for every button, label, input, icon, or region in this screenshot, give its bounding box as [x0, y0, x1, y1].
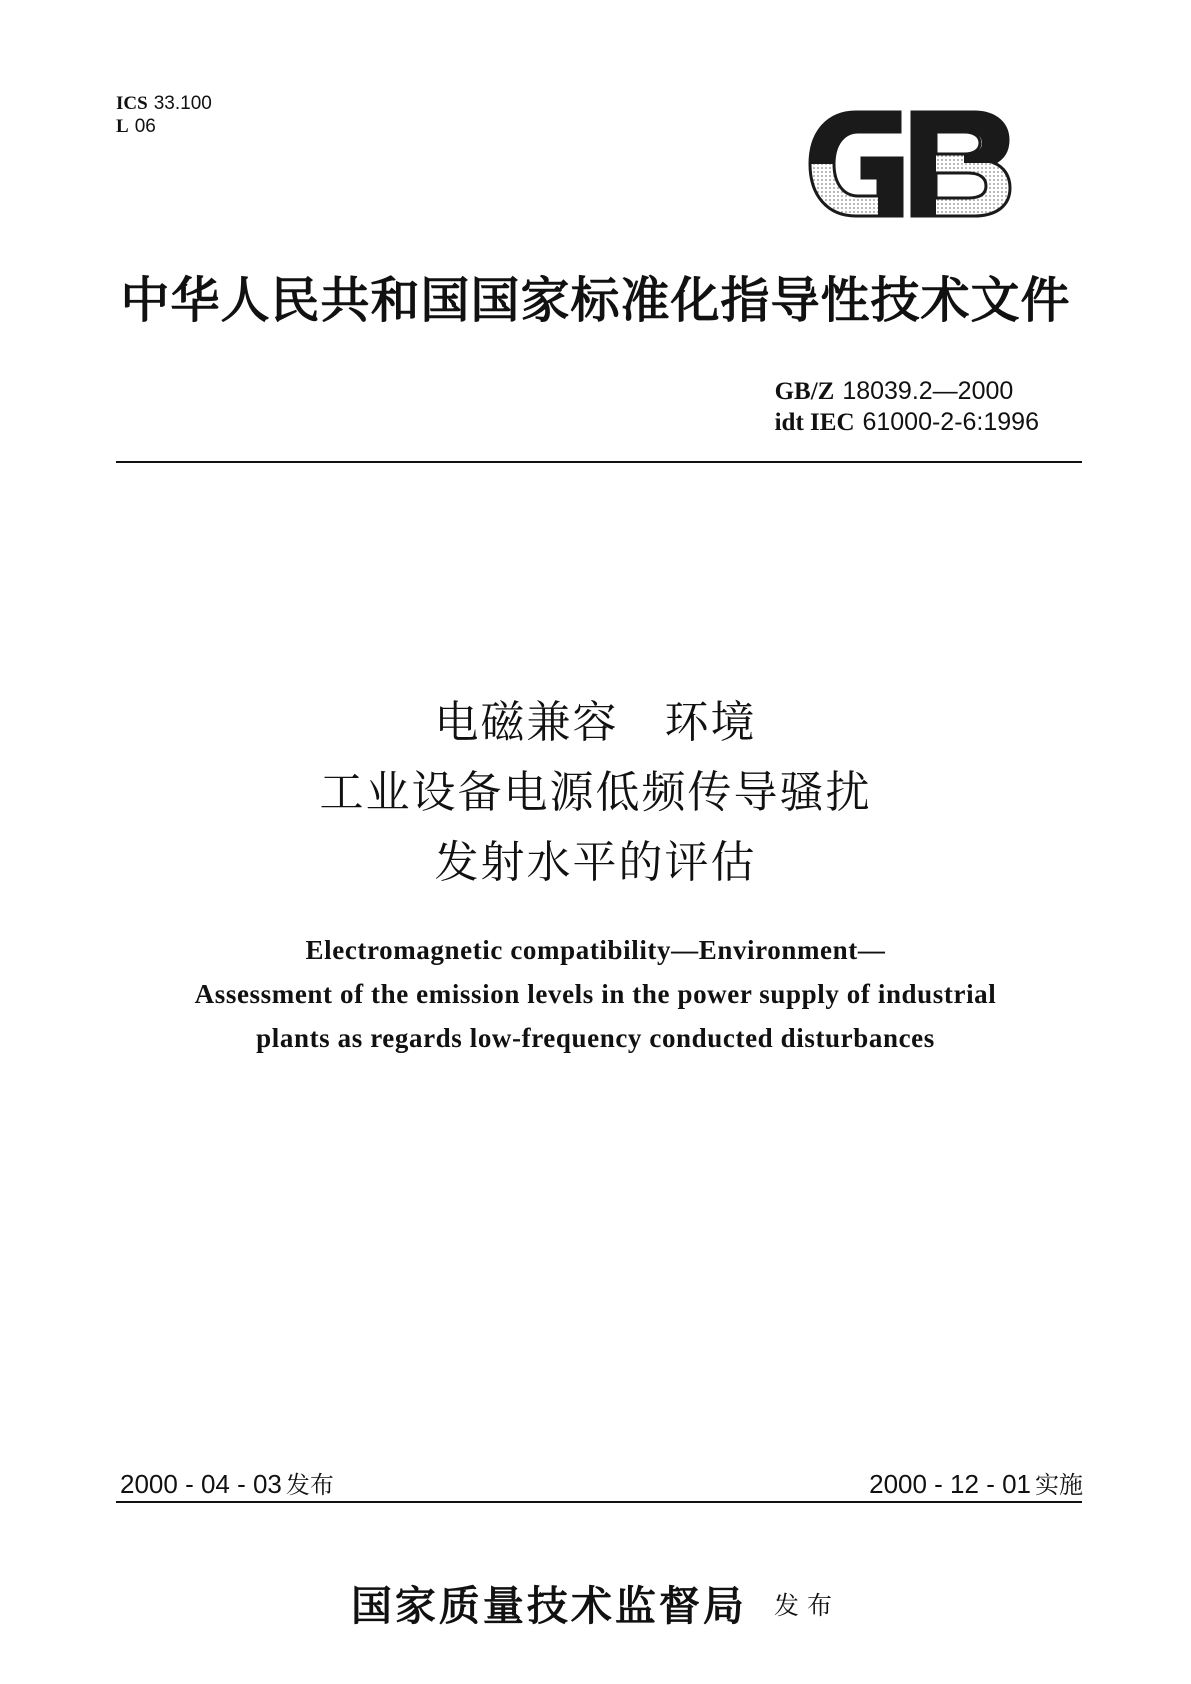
idt-label: idt IEC	[774, 409, 855, 436]
idt-number-line	[775, 407, 1039, 438]
top-divider	[116, 461, 1082, 463]
implementation-date-value: 2000 - 12 - 01	[869, 1469, 1031, 1499]
chinese-title	[0, 688, 1191, 898]
ics-label: ICS	[116, 93, 148, 114]
issue-date-label: 发布	[285, 1471, 334, 1499]
ccs-line	[116, 115, 212, 138]
ccs-label: L	[116, 116, 129, 137]
gb-label: GB/Z	[774, 378, 835, 405]
chinese-title-line-3: 发射水平的评估	[434, 837, 757, 888]
publisher-name: 国家质量技术监督局	[350, 1582, 747, 1630]
english-title	[0, 928, 1191, 1060]
gb-number: 18039.2—2000	[842, 377, 1014, 405]
implementation-date	[869, 1465, 1083, 1500]
publisher-line	[0, 1573, 1191, 1632]
ics-line	[116, 92, 212, 115]
ics-value: 33.100	[153, 93, 212, 114]
english-title-line-2: Assessment of the emission levels in the power supply of industrial	[194, 979, 997, 1009]
english-title-line-1: Electromagnetic compatibility—Environment—	[305, 935, 886, 965]
gb-number-line	[775, 376, 1039, 407]
chinese-title-line-2: 工业设备电源低频传导骚扰	[319, 767, 872, 818]
bottom-divider	[116, 1501, 1082, 1503]
standard-number-block	[775, 376, 1039, 438]
english-title-line-3: plants as regards low-frequency conducted disturbances	[256, 1023, 935, 1053]
document-type-title: 中华人民共和国国家标准化指导性技术文件	[120, 272, 1071, 329]
chinese-title-line-1: 电磁兼容 环境	[434, 697, 757, 748]
publisher-action: 发布	[774, 1591, 841, 1620]
ccs-value: 06	[134, 116, 156, 137]
issue-date	[120, 1465, 334, 1500]
classification-codes	[116, 92, 212, 138]
idt-number: 61000-2-6:1996	[862, 408, 1039, 436]
issue-date-value: 2000 - 04 - 03	[120, 1469, 282, 1499]
gb-standard-logo-icon	[804, 106, 1016, 222]
implementation-date-label: 实施	[1035, 1471, 1083, 1499]
